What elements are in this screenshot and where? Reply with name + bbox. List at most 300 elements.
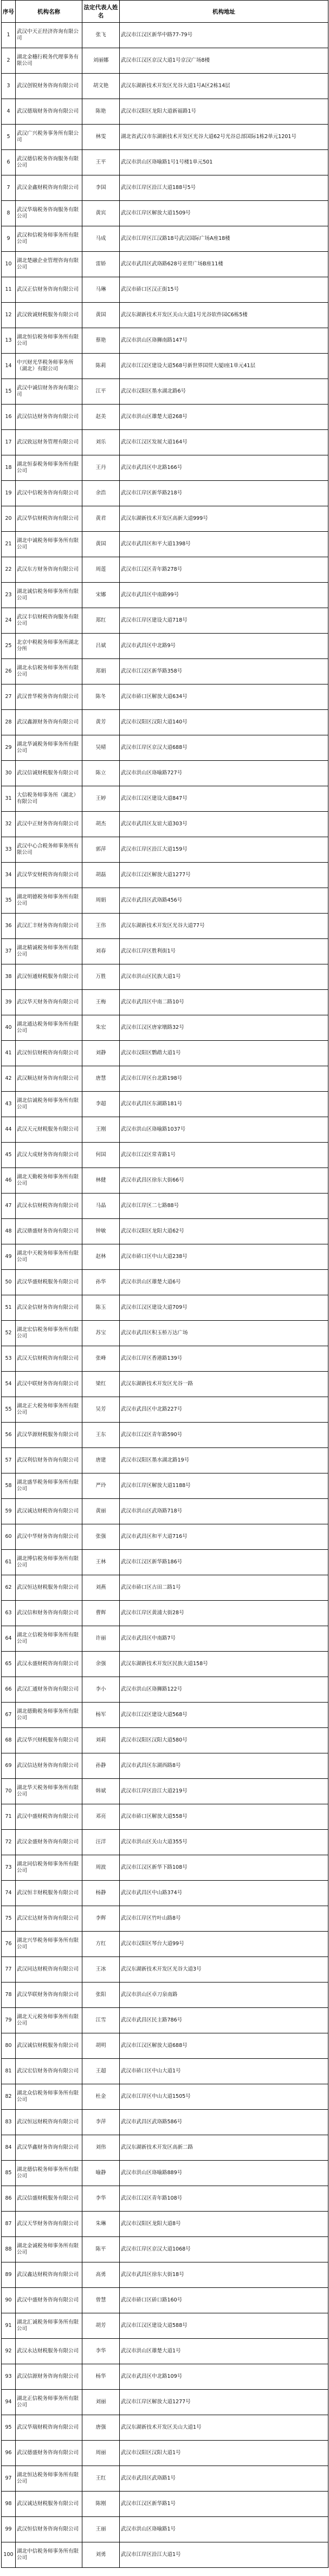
legal-representative: 宋娜 <box>82 583 120 608</box>
agency-name: 武汉中盛财务咨询有限公司 <box>16 2288 82 2313</box>
agency-name: 武汉正信财务咨询有限公司 <box>16 277 82 303</box>
agency-name: 湖北金穗行税务代理事务有限公司 <box>16 48 82 74</box>
agency-name: 武汉诚信财税服务有限公司 <box>16 2033 82 2059</box>
table-row <box>2 1982 328 2008</box>
legal-representative: 唐强 <box>82 2415 120 2441</box>
table-row <box>2 786 328 812</box>
table-row <box>2 735 328 761</box>
row-number: 28 <box>2 710 16 735</box>
table-row <box>2 125 328 150</box>
agency-address: 武汉市江岸区京汉大道688号 <box>120 735 328 761</box>
legal-representative: 马晶 <box>82 1194 120 1219</box>
table-row <box>2 1295 328 1321</box>
legal-representative: 黄君 <box>82 506 120 532</box>
row-number: 49 <box>2 1244 16 1270</box>
agency-name: 湖北德勤税务师事务所有限公司 <box>16 1703 82 1728</box>
legal-representative: 刘乐 <box>82 430 120 455</box>
row-number: 15 <box>2 379 16 405</box>
agency-address: 武汉市洪山区珞喻路1号1号楼1单元501 <box>120 150 328 175</box>
row-number: 44 <box>2 1117 16 1143</box>
row-number: 52 <box>2 1321 16 1346</box>
table-row <box>2 1066 328 1092</box>
row-number: 42 <box>2 1066 16 1092</box>
legal-representative: 刘燕 <box>82 1575 120 1601</box>
agency-name: 湖北信诚税务师事务所有限公司 <box>16 1092 82 1117</box>
row-number: 55 <box>2 1397 16 1423</box>
table-row <box>2 379 328 405</box>
table-row <box>2 1219 328 1244</box>
row-number: 92 <box>2 2339 16 2364</box>
agency-address: 武汉市汉阳区墨水湖北路6号 <box>120 379 328 405</box>
legal-representative: 胡明 <box>82 2033 120 2059</box>
agency-name: 武汉中正财务咨询有限公司 <box>16 812 82 837</box>
table-row <box>2 1346 328 1372</box>
agency-name: 武汉恒信财务咨询有限公司 <box>16 2517 82 2542</box>
legal-representative: 吕斌 <box>82 634 120 659</box>
agency-name: 湖北正大税务师事务所有限公司 <box>16 1397 82 1423</box>
agency-name: 武汉丰信财税咨询服务有限公司 <box>16 608 82 634</box>
legal-representative: 郑娟 <box>82 659 120 684</box>
legal-representative: 胡芳 <box>82 2313 120 2339</box>
legal-representative: 王红 <box>82 2466 120 2492</box>
table-row <box>2 354 328 379</box>
table-row <box>2 1677 328 1703</box>
agency-name: 中兴财光华税务师事务所（湖北）有限公司 <box>16 354 82 379</box>
agency-address: 武汉市硚口区古田二路1号 <box>120 1575 328 1601</box>
table-row <box>2 277 328 303</box>
legal-representative: 刘春 <box>82 939 120 964</box>
legal-representative: 江雪 <box>82 2008 120 2033</box>
row-number: 41 <box>2 1041 16 1066</box>
legal-representative: 周娟 <box>82 888 120 914</box>
table-row <box>2 201 328 226</box>
agency-address: 武汉市汉阳区汉阳大道580号 <box>120 1728 328 1753</box>
table-row <box>2 2542 328 2568</box>
agency-address: 武汉市江汉区新华下路108号 <box>120 1855 328 1881</box>
legal-representative: 梁红 <box>82 1372 120 1397</box>
row-number: 95 <box>2 2415 16 2441</box>
agency-name: 武汉汇通财务咨询有限公司 <box>16 1677 82 1703</box>
agency-address: 武汉市江岸区京汉大道1068号 <box>120 2237 328 2262</box>
agency-name: 武汉汇丰财务咨询有限公司 <box>16 914 82 939</box>
agency-address: 武汉市洪山区武珞路718号 <box>120 1499 328 1524</box>
row-number: 93 <box>2 2364 16 2390</box>
header-addr: 机构地址 <box>120 1 328 23</box>
table-row <box>2 2059 328 2084</box>
table-row <box>2 1524 328 1550</box>
table-row <box>2 1601 328 1626</box>
legal-representative: 李超 <box>82 1092 120 1117</box>
agency-address: 武汉东湖新技术开发区光谷一路 <box>120 1372 328 1397</box>
agency-name: 武汉华瑞税务咨询服务有限公司 <box>16 201 82 226</box>
agency-name: 湖北诚信税务师事务所有限公司 <box>16 583 82 608</box>
agency-name: 武汉鼎盛财务咨询有限公司 <box>16 1219 82 1244</box>
legal-representative: 杨军 <box>82 1703 120 1728</box>
table-row <box>2 2466 328 2492</box>
legal-representative: 胡杰 <box>82 812 120 837</box>
agency-name: 武汉永达财税服务有限公司 <box>16 2339 82 2364</box>
row-number: 84 <box>2 2135 16 2161</box>
table-row <box>2 1575 328 1601</box>
legal-representative: 赵林 <box>82 1244 120 1270</box>
agency-name: 湖北中天税务师事务所有限公司 <box>16 1244 82 1270</box>
agency-name: 湖北通达税务师事务所有限公司 <box>16 1015 82 1041</box>
table-row <box>2 2186 328 2212</box>
row-number: 96 <box>2 2441 16 2466</box>
row-number: 46 <box>2 1168 16 1194</box>
row-number: 35 <box>2 888 16 914</box>
agency-address: 武汉市江汉区建设大道588号 <box>120 2313 328 2339</box>
agency-address: 武汉东湖新技术开发区高新二路 <box>120 2135 328 2161</box>
legal-representative: 朱宏 <box>82 1015 120 1041</box>
table-row <box>2 1957 328 1982</box>
agency-address: 武汉市硚口区解放大道558号 <box>120 1804 328 1830</box>
agency-name: 湖北楚融企业管理咨询有限公司 <box>16 252 82 277</box>
agency-name: 武汉信达财务咨询有限公司 <box>16 1753 82 1779</box>
legal-representative: 余浩 <box>82 481 120 506</box>
table-row <box>2 888 328 914</box>
table-row <box>2 2517 328 2542</box>
row-number: 50 <box>2 1270 16 1295</box>
agency-name: 武汉华安财税咨询有限公司 <box>16 863 82 888</box>
agency-address: 武汉市武昌区友谊大道303号 <box>120 812 328 837</box>
agency-name: 武汉中联财务咨询有限公司 <box>16 1372 82 1397</box>
agency-address: 武汉市武昌区徐东大街66号 <box>120 1168 328 1194</box>
table-row <box>2 303 328 328</box>
table-row <box>2 557 328 583</box>
table-row <box>2 2262 328 2288</box>
legal-representative: 王丽 <box>82 2517 120 2542</box>
agency-name: 武汉天元财税服务有限公司 <box>16 1117 82 1143</box>
agency-name: 武汉华源财税服务有限公司 <box>16 1423 82 1448</box>
row-number: 31 <box>2 786 16 812</box>
row-number: 66 <box>2 1677 16 1703</box>
row-number: 6 <box>2 150 16 175</box>
agency-name: 湖北德信税务师事务所有限公司 <box>16 2161 82 2186</box>
row-number: 33 <box>2 837 16 863</box>
table-row <box>2 2237 328 2262</box>
table-row <box>2 583 328 608</box>
table-row <box>2 659 328 684</box>
legal-representative: 陈玉 <box>82 1295 120 1321</box>
agency-address: 武汉市江岸区香港路139号 <box>120 1346 328 1372</box>
legal-representative: 杨静 <box>82 1881 120 1906</box>
agency-address: 武汉市洪山区关山大道355号 <box>120 1830 328 1855</box>
legal-representative: 杨华 <box>82 2364 120 2390</box>
table-row <box>2 2415 328 2441</box>
legal-representative: 胡文艳 <box>82 74 120 99</box>
agency-address: 武汉市江汉区新华路1号 <box>120 2492 328 2517</box>
agency-name: 湖北汇诚税务师事务所有限公司 <box>16 2313 82 2339</box>
agency-name: 武汉中华财务咨询有限公司 <box>16 1524 82 1550</box>
legal-representative: 王婷 <box>82 786 120 812</box>
row-number: 25 <box>2 634 16 659</box>
agency-address: 武汉市武昌区武珞路586号 <box>120 2110 328 2135</box>
row-number: 54 <box>2 1372 16 1397</box>
row-number: 12 <box>2 303 16 328</box>
agency-name: 武汉宏信财务咨询有限公司 <box>16 2059 82 2084</box>
legal-representative: 高勇 <box>82 2262 120 2288</box>
agency-name: 武汉大成财务咨询有限公司 <box>16 1143 82 1168</box>
agency-name: 武汉利信财务咨询有限公司 <box>16 1448 82 1473</box>
legal-representative: 唐建 <box>82 1448 120 1473</box>
legal-representative: 赵美 <box>82 405 120 430</box>
agency-address: 武汉市武昌区徐东大街18号 <box>120 2262 328 2288</box>
agency-address: 武汉市洪山区珞喻路889号 <box>120 2161 328 2186</box>
agency-name: 武汉诚达财税咨询有限公司 <box>16 1499 82 1524</box>
row-number: 65 <box>2 1652 16 1677</box>
agency-name: 武汉恒通财税服务有限公司 <box>16 964 82 990</box>
legal-representative: 陈立 <box>82 761 120 786</box>
legal-representative: 胡磊 <box>82 863 120 888</box>
legal-representative: 李小 <box>82 1677 120 1703</box>
row-number: 58 <box>2 1473 16 1499</box>
row-number: 26 <box>2 659 16 684</box>
agency-address: 武汉市江汉区唐家墩路32号 <box>120 1015 328 1041</box>
agency-name: 湖北天元税务师事务所有限公司 <box>16 2008 82 2033</box>
row-number: 47 <box>2 1194 16 1219</box>
row-number: 19 <box>2 481 16 506</box>
agency-address: 武汉市江岸区解放大道1277号 <box>120 2390 328 2415</box>
agency-name: 武汉德信税务咨询服务有限公司 <box>16 150 82 175</box>
legal-representative: 陈莉 <box>82 354 120 379</box>
table-row <box>2 1448 328 1473</box>
legal-representative: 何国 <box>82 1143 120 1168</box>
header-row <box>2 1 328 23</box>
agency-name: 武汉信诚财税服务有限公司 <box>16 761 82 786</box>
legal-representative: 朱琳 <box>82 2212 120 2237</box>
agency-name: 武汉恒远财税咨询有限公司 <box>16 2110 82 2135</box>
row-number: 70 <box>2 1779 16 1804</box>
row-number: 78 <box>2 1982 16 2008</box>
table-row <box>2 532 328 557</box>
row-number: 13 <box>2 328 16 354</box>
row-number: 18 <box>2 455 16 481</box>
row-number: 4 <box>2 99 16 125</box>
legal-representative: 李华 <box>82 2339 120 2364</box>
agency-address: 武汉东湖新技术开发区关山大道1号光谷软件园C6栋5楼 <box>120 303 328 328</box>
agency-address: 武汉市硚口区硚口路160号 <box>120 2288 328 2313</box>
agency-address: 武汉市洪山区雄楚大道6号 <box>120 1270 328 1295</box>
legal-representative: 黄国 <box>82 532 120 557</box>
table-row <box>2 1117 328 1143</box>
table-row <box>2 1423 328 1448</box>
row-number: 76 <box>2 1932 16 1957</box>
table-row <box>2 812 328 837</box>
agency-name: 武汉天华财务咨询有限公司 <box>16 2212 82 2237</box>
agency-address: 武汉市江汉区新华路358号 <box>120 659 328 684</box>
legal-representative: 王刚 <box>82 1117 120 1143</box>
agency-name: 湖北永信税务师事务所有限公司 <box>16 659 82 684</box>
agency-address: 武汉市洪山区珞喻路1037号 <box>120 1117 328 1143</box>
agency-address: 武汉市江汉区解放大道1277号 <box>120 863 328 888</box>
row-number: 73 <box>2 1855 16 1881</box>
table-row <box>2 1652 328 1677</box>
agency-name: 武汉华鑫财务咨询有限公司 <box>16 2135 82 2161</box>
table-row <box>2 2390 328 2415</box>
row-number: 87 <box>2 2212 16 2237</box>
table-row <box>2 1143 328 1168</box>
agency-name: 湖北兴华税务师事务所有限公司 <box>16 1932 82 1957</box>
agency-address: 武汉市洪山区珞狮路122号 <box>120 1677 328 1703</box>
legal-representative: 王东 <box>82 1423 120 1448</box>
row-number: 79 <box>2 2008 16 2033</box>
row-number: 37 <box>2 939 16 964</box>
agency-name: 武汉德盛财务咨询有限公司 <box>16 2441 82 2466</box>
agency-address: 武汉市洪山区珞狮南路147号 <box>120 328 328 354</box>
table-row <box>2 1728 328 1753</box>
row-number: 39 <box>2 990 16 1015</box>
legal-representative: 张强 <box>82 1524 120 1550</box>
agency-name: 湖北天勤税务师事务所有限公司 <box>16 1168 82 1194</box>
row-number: 22 <box>2 557 16 583</box>
agency-address: 武汉市汉阳区墨水湖北路19号 <box>120 1448 328 1473</box>
table-row <box>2 2135 328 2161</box>
agency-address: 武汉市汉阳区琴台大道99号 <box>120 1932 328 1957</box>
row-number: 59 <box>2 1499 16 1524</box>
agency-address: 武汉市江汉区建设大道709号 <box>120 1295 328 1321</box>
agency-address: 武汉市江汉区建设大道568号新世界国贸大厦I座1单元41层 <box>120 354 328 379</box>
table-row <box>2 710 328 735</box>
legal-representative: 李国 <box>82 175 120 201</box>
row-number: 34 <box>2 863 16 888</box>
agency-name: 武汉致诚财税服务有限公司 <box>16 303 82 328</box>
table-row <box>2 1881 328 1906</box>
agency-name: 湖北恒达税务师事务所有限公司 <box>16 2466 82 2492</box>
agency-name: 武汉华天财务咨询有限公司 <box>16 990 82 1015</box>
legal-representative: 陈冬 <box>82 684 120 710</box>
table-row <box>2 455 328 481</box>
agency-address: 武汉市武昌区东湖路181号 <box>120 1092 328 1117</box>
agency-address: 武汉市江岸区二七路88号 <box>120 1194 328 1219</box>
agency-address: 武汉东湖新技术开发区光谷大道77号 <box>120 914 328 939</box>
legal-representative: 吴芳 <box>82 1397 120 1423</box>
agency-name: 武汉华联财务咨询有限公司 <box>16 1982 82 2008</box>
row-number: 23 <box>2 583 16 608</box>
agency-address: 武汉市江岸区解放大道1509号 <box>120 201 328 226</box>
agency-name: 武汉信达财务咨询有限公司 <box>16 405 82 430</box>
agency-address: 武汉市洪山区珞喻路1号 <box>120 2517 328 2542</box>
table-row <box>2 1194 328 1219</box>
agency-name: 湖北盛华税务师事务所有限公司 <box>16 1473 82 1499</box>
legal-representative: 周丽 <box>82 2441 120 2466</box>
row-number: 57 <box>2 1448 16 1473</box>
row-number: 69 <box>2 1753 16 1779</box>
table-row <box>2 1041 328 1066</box>
table-row <box>2 1372 328 1397</box>
table-row <box>2 1779 328 1804</box>
agency-address: 武汉东湖新技术开发区光谷大道1号A区2栋14层 <box>120 74 328 99</box>
table-row <box>2 506 328 532</box>
agency-address: 武汉市武昌区武珞路456号 <box>120 888 328 914</box>
agency-name: 武汉信和财务咨询有限公司 <box>16 1601 82 1626</box>
agency-name: 武汉永信财税咨询有限公司 <box>16 1194 82 1219</box>
agency-name: 大信税务师事务所（湖北）有限公司 <box>16 786 82 812</box>
legal-representative: 李辉 <box>82 1906 120 1932</box>
legal-representative: 黄丽 <box>82 1499 120 1524</box>
table-row <box>2 74 328 99</box>
agency-address: 武汉市江岸区沿江大道219号 <box>120 1779 328 1804</box>
table-row <box>2 1499 328 1524</box>
row-number: 72 <box>2 1830 16 1855</box>
agency-address: 武汉市武昌区和平大道716号 <box>120 1524 328 1550</box>
agency-address: 武汉市汉阳区龙阳大道62号 <box>120 1219 328 1244</box>
legal-representative: 许丽 <box>82 1626 120 1652</box>
table-row <box>2 2339 328 2364</box>
legal-representative: 黄芳 <box>82 710 120 735</box>
legal-representative: 陈刚 <box>82 2492 120 2517</box>
agency-address: 武汉市汉阳区汉阳大道140号 <box>120 710 328 735</box>
agency-address: 武汉市硚口区解放大道634号 <box>120 684 328 710</box>
table-row <box>2 1804 328 1830</box>
table-row <box>2 99 328 125</box>
table-row <box>2 252 328 277</box>
table-row <box>2 1855 328 1881</box>
agency-name: 湖北精诚税务师事务所有限公司 <box>16 939 82 964</box>
legal-representative: 汪洋 <box>82 1830 120 1855</box>
row-number: 16 <box>2 405 16 430</box>
agency-address: 武汉市江岸区胜利街1号 <box>120 939 328 964</box>
agency-name: 武汉中天正经济咨询有限公司 <box>16 23 82 48</box>
row-number: 67 <box>2 1703 16 1728</box>
legal-representative: 刘丽 <box>82 2390 120 2415</box>
table-row <box>2 1397 328 1423</box>
agency-name: 武汉华兴财税服务有限公司 <box>16 1728 82 1753</box>
row-number: 100 <box>2 2542 16 2568</box>
table-row <box>2 226 328 252</box>
table-row <box>2 990 328 1015</box>
legal-representative: 王伟 <box>82 914 120 939</box>
row-number: 43 <box>2 1092 16 1117</box>
legal-representative: 张阳 <box>82 1982 120 2008</box>
row-number: 24 <box>2 608 16 634</box>
legal-representative: 严玲 <box>82 1473 120 1499</box>
row-number: 62 <box>2 1575 16 1601</box>
row-number: 9 <box>2 226 16 252</box>
table-row <box>2 405 328 430</box>
agency-name: 湖北金诚税务师事务所有限公司 <box>16 2237 82 2262</box>
row-number: 53 <box>2 1346 16 1372</box>
agency-address: 武汉市江汉区新华路186号 <box>120 1550 328 1575</box>
legal-representative: 黄国 <box>82 303 120 328</box>
agency-address: 武汉市硚口区中山大道1号 <box>120 2059 328 2084</box>
legal-representative: 李萍 <box>82 2110 120 2135</box>
table-row <box>2 2212 328 2237</box>
agency-address: 武汉市武昌区中北路9号 <box>120 634 328 659</box>
agency-address: 武汉市武昌区中南二路10号 <box>120 990 328 1015</box>
agency-address: 武汉市江汉区青年路108号 <box>120 2186 328 2212</box>
table-row <box>2 1270 328 1295</box>
legal-representative: 余强 <box>82 1652 120 1677</box>
agency-name: 武汉华盛财税服务有限公司 <box>16 1270 82 1295</box>
agency-address: 武汉市洪山区珞喻路727号 <box>120 761 328 786</box>
legal-representative: 刘莉 <box>82 1728 120 1753</box>
agency-name: 武汉天信财税咨询有限公司 <box>16 1346 82 1372</box>
agency-name: 武汉恒信财税咨询有限公司 <box>16 1041 82 1066</box>
table-row <box>2 1626 328 1652</box>
row-number: 3 <box>2 74 16 99</box>
agency-address: 武汉市硚口区汉正街15号 <box>120 277 328 303</box>
agency-name: 湖北华诚税务师事务所有限公司 <box>16 735 82 761</box>
table-row <box>2 2441 328 2466</box>
agency-name: 武汉华信财税咨询有限公司 <box>16 506 82 532</box>
agency-name: 武汉金盛财务咨询有限公司 <box>16 1830 82 1855</box>
agency-name: 武汉信盛财税服务有限公司 <box>16 2186 82 2212</box>
table-row <box>2 914 328 939</box>
table-row <box>2 150 328 175</box>
table-row <box>2 608 328 634</box>
table-row <box>2 328 328 354</box>
